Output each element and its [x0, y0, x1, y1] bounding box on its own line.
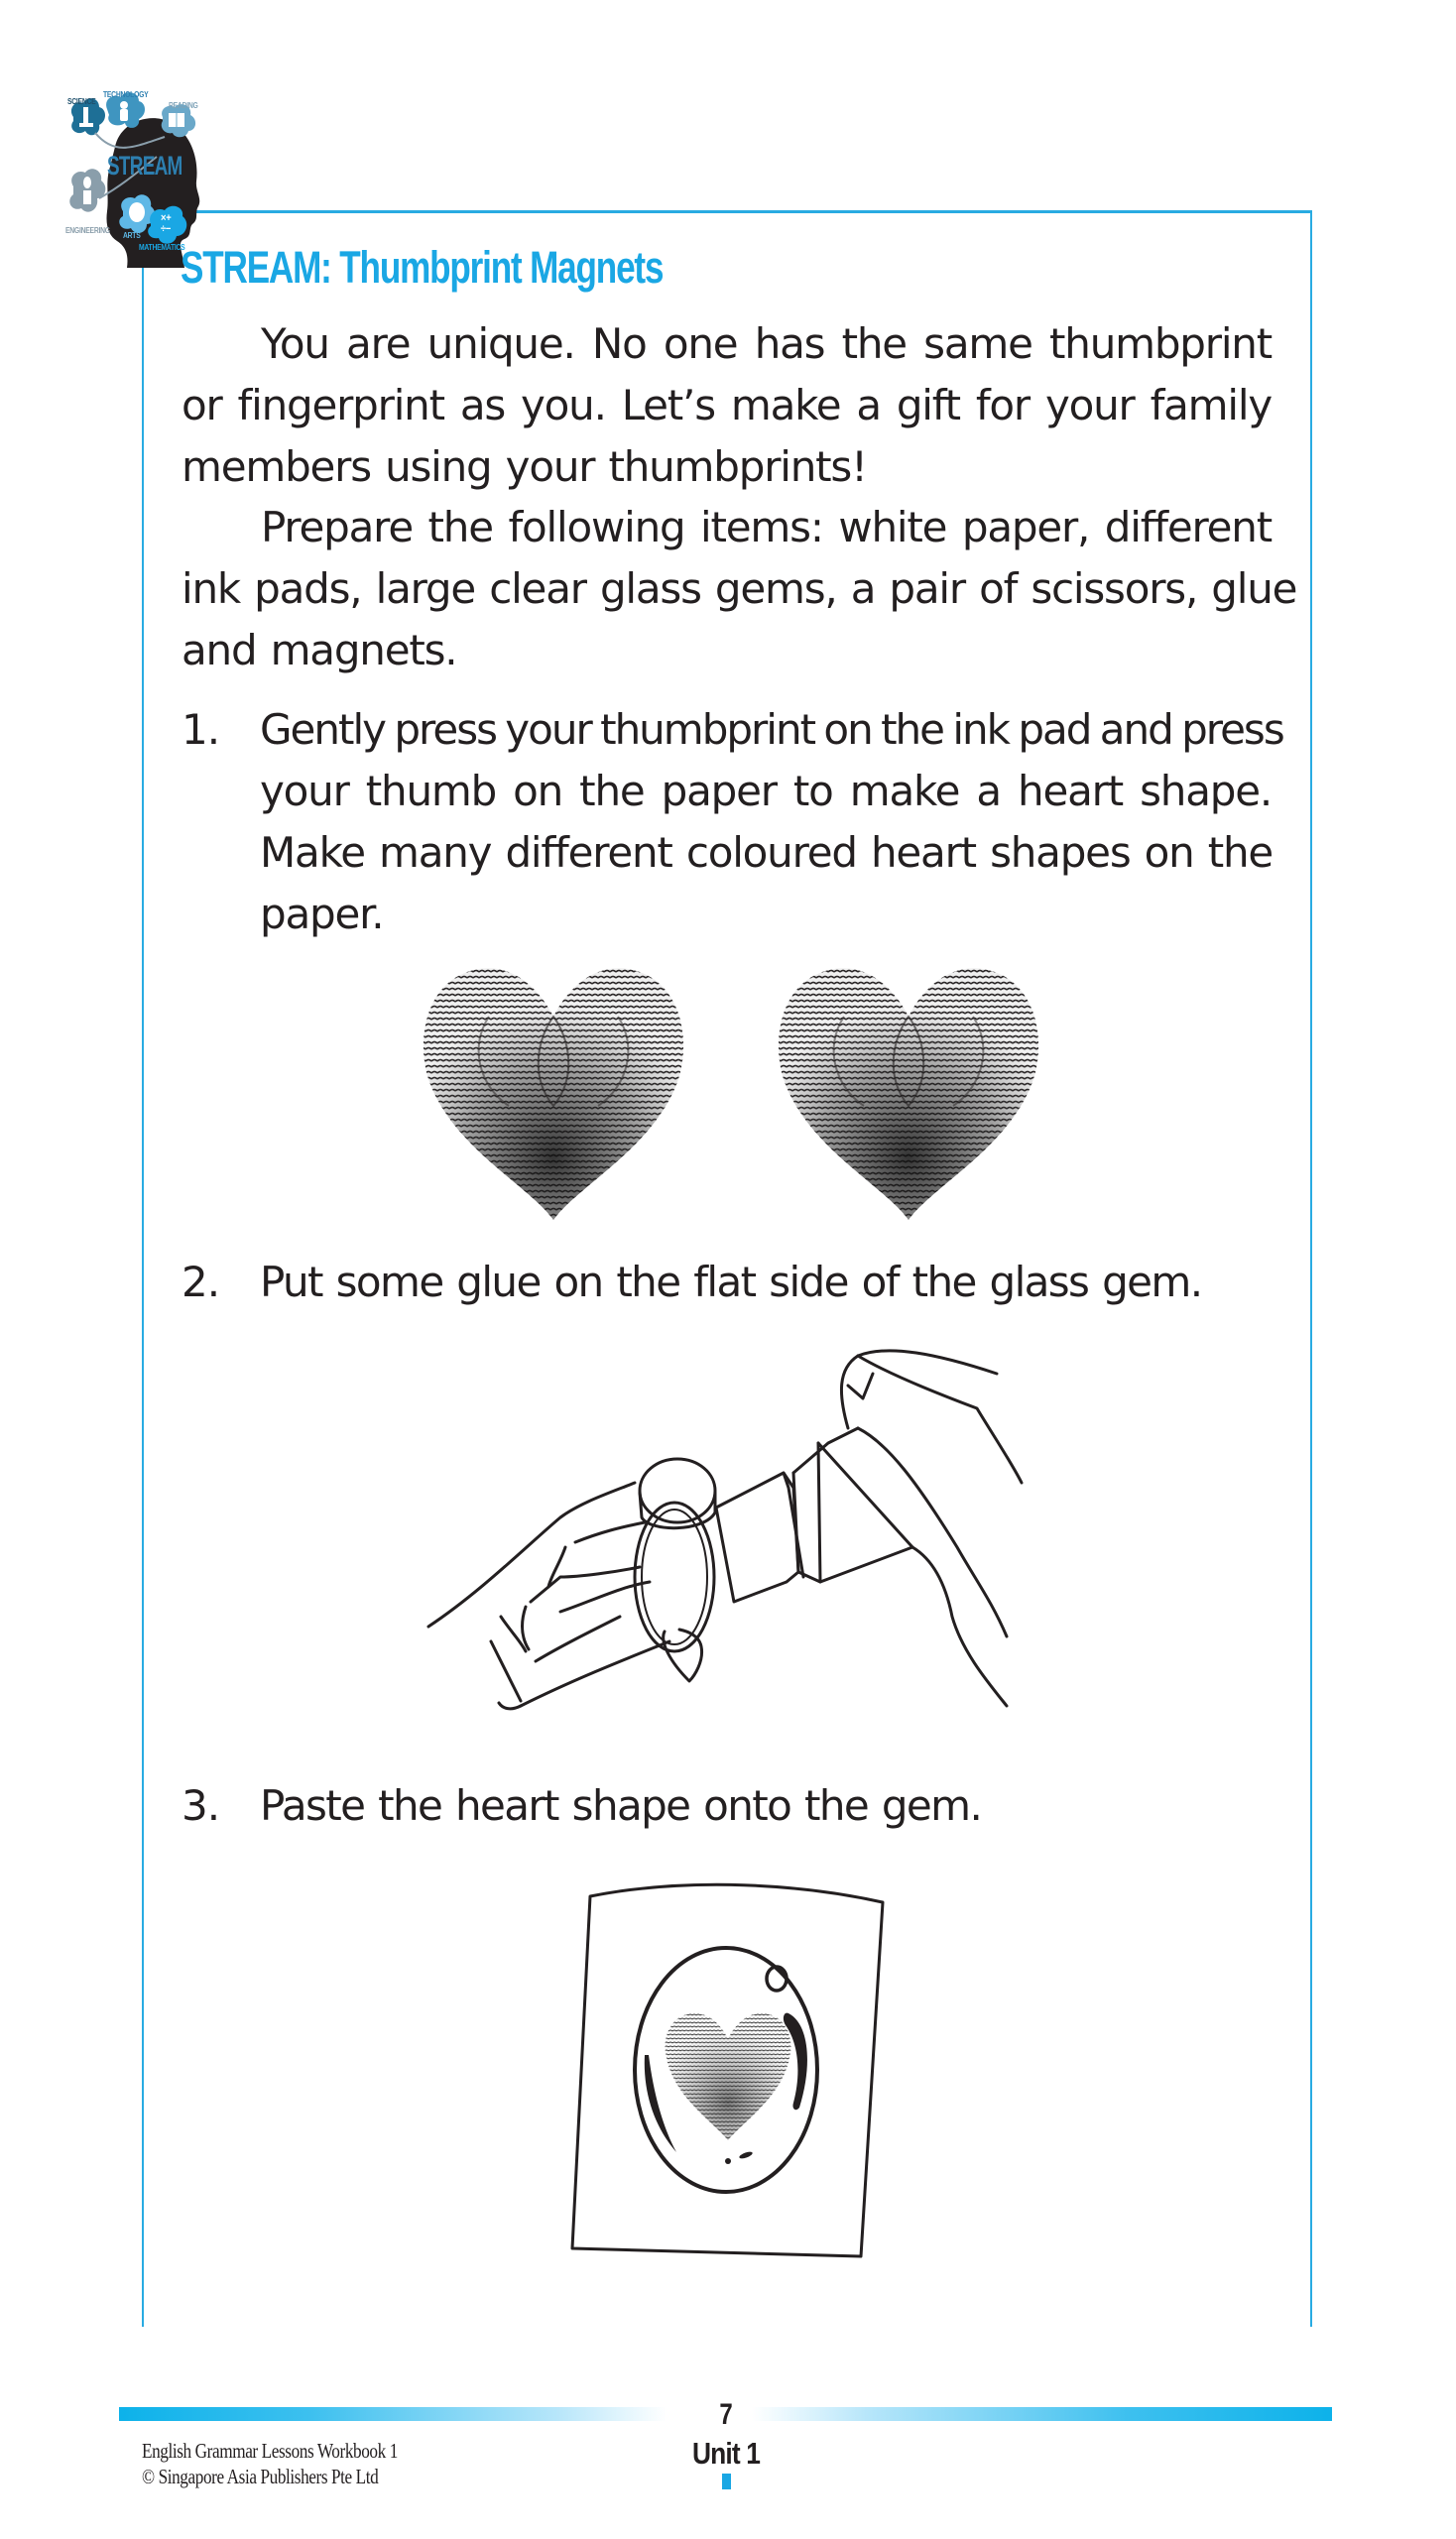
step-line: Put some glue on the flat side of the glass gem. — [260, 1258, 1202, 1306]
logo-stream-wordmark: STREAM — [107, 151, 182, 181]
step-line: your thumb on the paper to make a heart shape. — [260, 767, 1272, 815]
logo-label-reading: READING — [169, 101, 198, 110]
materials-line: ink pads, large clear glass gems, a pair of scissors, glue — [182, 564, 1297, 613]
logo-label-mathematics: MATHEMATICS — [139, 243, 185, 252]
footer-bar-left — [119, 2407, 667, 2421]
logo-label-arts: ARTS — [123, 231, 141, 240]
step-number: 1. — [182, 705, 220, 754]
thumbprint-hearts-illustration — [417, 957, 1051, 1225]
gem-on-paper-illustration — [565, 1874, 893, 2266]
step-number: 3. — [182, 1781, 220, 1830]
thumbprint-heart-icon — [417, 957, 1051, 1225]
intro-line: You are unique. No one has the same thumbprint — [261, 319, 1272, 368]
frame-right-border — [1310, 210, 1312, 2327]
step-line: paper. — [260, 890, 384, 938]
footer-book-title: English Grammar Lessons Workbook 1 — [142, 2439, 398, 2463]
hands-glue-icon — [422, 1334, 1036, 1736]
logo-label-engineering: ENGINEERING — [65, 226, 110, 235]
footer-copyright: © Singapore Asia Publishers Pte Ltd — [142, 2465, 379, 2488]
logo-label-science: SCIENCE — [67, 97, 96, 106]
step-line: Paste the heart shape onto the gem. — [260, 1781, 982, 1830]
glue-gem-hands-illustration — [422, 1334, 1036, 1736]
gem-paper-icon — [565, 1874, 893, 2266]
step-number: 2. — [182, 1258, 220, 1306]
section-title: STREAM: Thumbprint Magnets — [181, 242, 664, 293]
frame-left-border — [142, 210, 144, 2327]
frame-top-border — [143, 210, 1312, 213]
page-number: 7 — [719, 2398, 733, 2431]
materials-line: and magnets. — [182, 626, 457, 674]
step-line: Make many different coloured heart shapes on the — [260, 828, 1274, 877]
footer-bar-right — [752, 2407, 1332, 2421]
math-symbols-top: ×+ — [161, 212, 172, 224]
intro-line: or fingerprint as you. Let’s make a gift for your family — [182, 381, 1272, 429]
materials-line: Prepare the following items: white paper, different — [261, 503, 1272, 551]
unit-marker — [722, 2474, 731, 2489]
unit-label: Unit 1 — [691, 2436, 761, 2471]
intro-line: members using your thumbprints! — [182, 442, 867, 491]
math-symbols-bottom: ÷− — [161, 223, 172, 235]
step-line: Gently press your thumbprint on the ink pad and press — [260, 705, 1283, 754]
logo-label-technology: TECHNOLOGY — [103, 90, 149, 99]
